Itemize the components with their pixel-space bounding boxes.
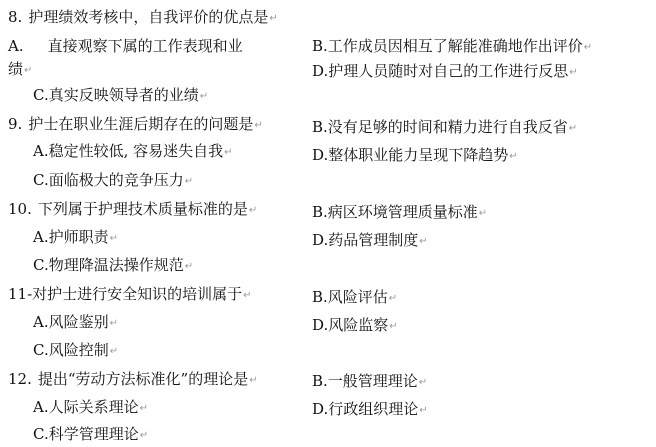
question-12-option-c bbox=[33, 424, 148, 446]
paragraph-mark-icon: ↵ bbox=[109, 233, 118, 244]
option-text: C.物理降温法操作规范 bbox=[33, 256, 184, 274]
question-text: 护理绩效考核中，自我评价的优点是 bbox=[28, 8, 269, 26]
question-number: 12. bbox=[8, 370, 32, 388]
paragraph-mark-icon: ↵ bbox=[224, 147, 233, 158]
question-10-option-d bbox=[312, 230, 428, 252]
paragraph-mark-icon: ↵ bbox=[419, 405, 428, 416]
question-text: 11-对护士进行安全知识的培训属于 bbox=[8, 285, 243, 303]
paragraph-mark-icon: ↵ bbox=[254, 120, 263, 131]
paragraph-mark-icon: ↵ bbox=[269, 13, 278, 24]
question-text: 下列属于护理技术质量标准的是 bbox=[37, 200, 248, 218]
option-label: A. bbox=[8, 37, 24, 55]
option-text: D.护理人员随时对自己的工作进行反思 bbox=[312, 62, 569, 80]
question-11-option-a bbox=[33, 312, 118, 334]
option-text: B.没有足够的时间和精力进行自我反省 bbox=[312, 118, 568, 136]
option-text: B.工作成员因相互了解能准确地作出评价 bbox=[312, 37, 583, 55]
option-text: A.风险鉴别 bbox=[33, 313, 109, 331]
paragraph-mark-icon: ↵ bbox=[583, 42, 593, 53]
paragraph-mark-icon: ↵ bbox=[24, 65, 33, 76]
question-12-stem bbox=[8, 369, 258, 391]
question-text: 护士在职业生涯后期存在的问题是 bbox=[28, 115, 254, 133]
paragraph-mark-icon: ↵ bbox=[184, 261, 194, 272]
question-8-option-d bbox=[312, 61, 578, 83]
question-9-option-b bbox=[312, 117, 577, 139]
question-number: 8. bbox=[8, 8, 23, 26]
option-text: C.风险控制 bbox=[33, 341, 109, 359]
question-text: 提出“劳动方法标准化”的理论是 bbox=[37, 370, 249, 388]
option-text: 绩 bbox=[8, 60, 24, 78]
question-10-option-b bbox=[312, 202, 487, 224]
question-number: 10. bbox=[8, 200, 32, 218]
option-text: 直接观察下属的工作表现和业 bbox=[47, 37, 243, 55]
option-text: B.病区环境管理质量标准 bbox=[312, 203, 478, 221]
paragraph-mark-icon: ↵ bbox=[568, 123, 578, 134]
paragraph-mark-icon: ↵ bbox=[139, 403, 148, 414]
paragraph-mark-icon: ↵ bbox=[418, 377, 428, 388]
option-text: C.面临极大的竞争压力 bbox=[33, 171, 184, 189]
option-text: C.真实反映领导者的业绩 bbox=[33, 86, 199, 104]
question-9-option-a bbox=[33, 141, 233, 163]
question-8-option-a bbox=[8, 36, 243, 56]
option-text: A.人际关系理论 bbox=[33, 398, 139, 416]
paragraph-mark-icon: ↵ bbox=[478, 208, 488, 219]
question-9-option-d bbox=[312, 145, 518, 167]
option-text: D.风险监察 bbox=[312, 316, 389, 334]
question-8-option-a-cont bbox=[8, 59, 32, 81]
question-9-stem bbox=[8, 114, 263, 136]
paragraph-mark-icon: ↵ bbox=[139, 430, 149, 441]
question-8-option-b bbox=[312, 36, 592, 58]
question-9-option-c bbox=[33, 170, 193, 192]
paragraph-mark-icon: ↵ bbox=[199, 91, 209, 102]
paragraph-mark-icon: ↵ bbox=[569, 67, 578, 78]
question-10-option-a bbox=[33, 227, 118, 249]
paragraph-mark-icon: ↵ bbox=[109, 318, 118, 329]
paragraph-mark-icon: ↵ bbox=[509, 151, 518, 162]
option-text: C.科学管理理论 bbox=[33, 425, 139, 443]
paragraph-mark-icon: ↵ bbox=[389, 321, 398, 332]
question-12-option-d bbox=[312, 399, 428, 421]
question-8-stem bbox=[8, 7, 278, 29]
paragraph-mark-icon: ↵ bbox=[419, 236, 428, 247]
question-11-option-d bbox=[312, 315, 398, 337]
paragraph-mark-icon: ↵ bbox=[248, 205, 258, 216]
question-8-option-c bbox=[33, 85, 208, 107]
question-11-option-c bbox=[33, 340, 118, 362]
question-11-stem bbox=[8, 284, 252, 306]
question-10-option-c bbox=[33, 255, 193, 277]
question-12-option-b bbox=[312, 371, 427, 393]
option-text: D.整体职业能力呈现下降趋势 bbox=[312, 146, 509, 164]
question-11-option-b bbox=[312, 287, 397, 309]
option-text: B.风险评估 bbox=[312, 288, 388, 306]
paragraph-mark-icon: ↵ bbox=[249, 375, 258, 386]
question-number: 9. bbox=[8, 115, 23, 133]
option-text: A.护师职责 bbox=[33, 228, 109, 246]
option-text: A.稳定性较低, 容易迷失自我 bbox=[33, 142, 224, 160]
paragraph-mark-icon: ↵ bbox=[243, 290, 252, 301]
question-12-option-a bbox=[33, 397, 148, 419]
paragraph-mark-icon: ↵ bbox=[388, 293, 398, 304]
paragraph-mark-icon: ↵ bbox=[184, 176, 194, 187]
paragraph-mark-icon: ↵ bbox=[109, 346, 119, 357]
option-text: D.行政组织理论 bbox=[312, 400, 419, 418]
option-text: B.一般管理理论 bbox=[312, 372, 418, 390]
question-10-stem bbox=[8, 199, 257, 221]
option-text: D.药品管理制度 bbox=[312, 231, 419, 249]
